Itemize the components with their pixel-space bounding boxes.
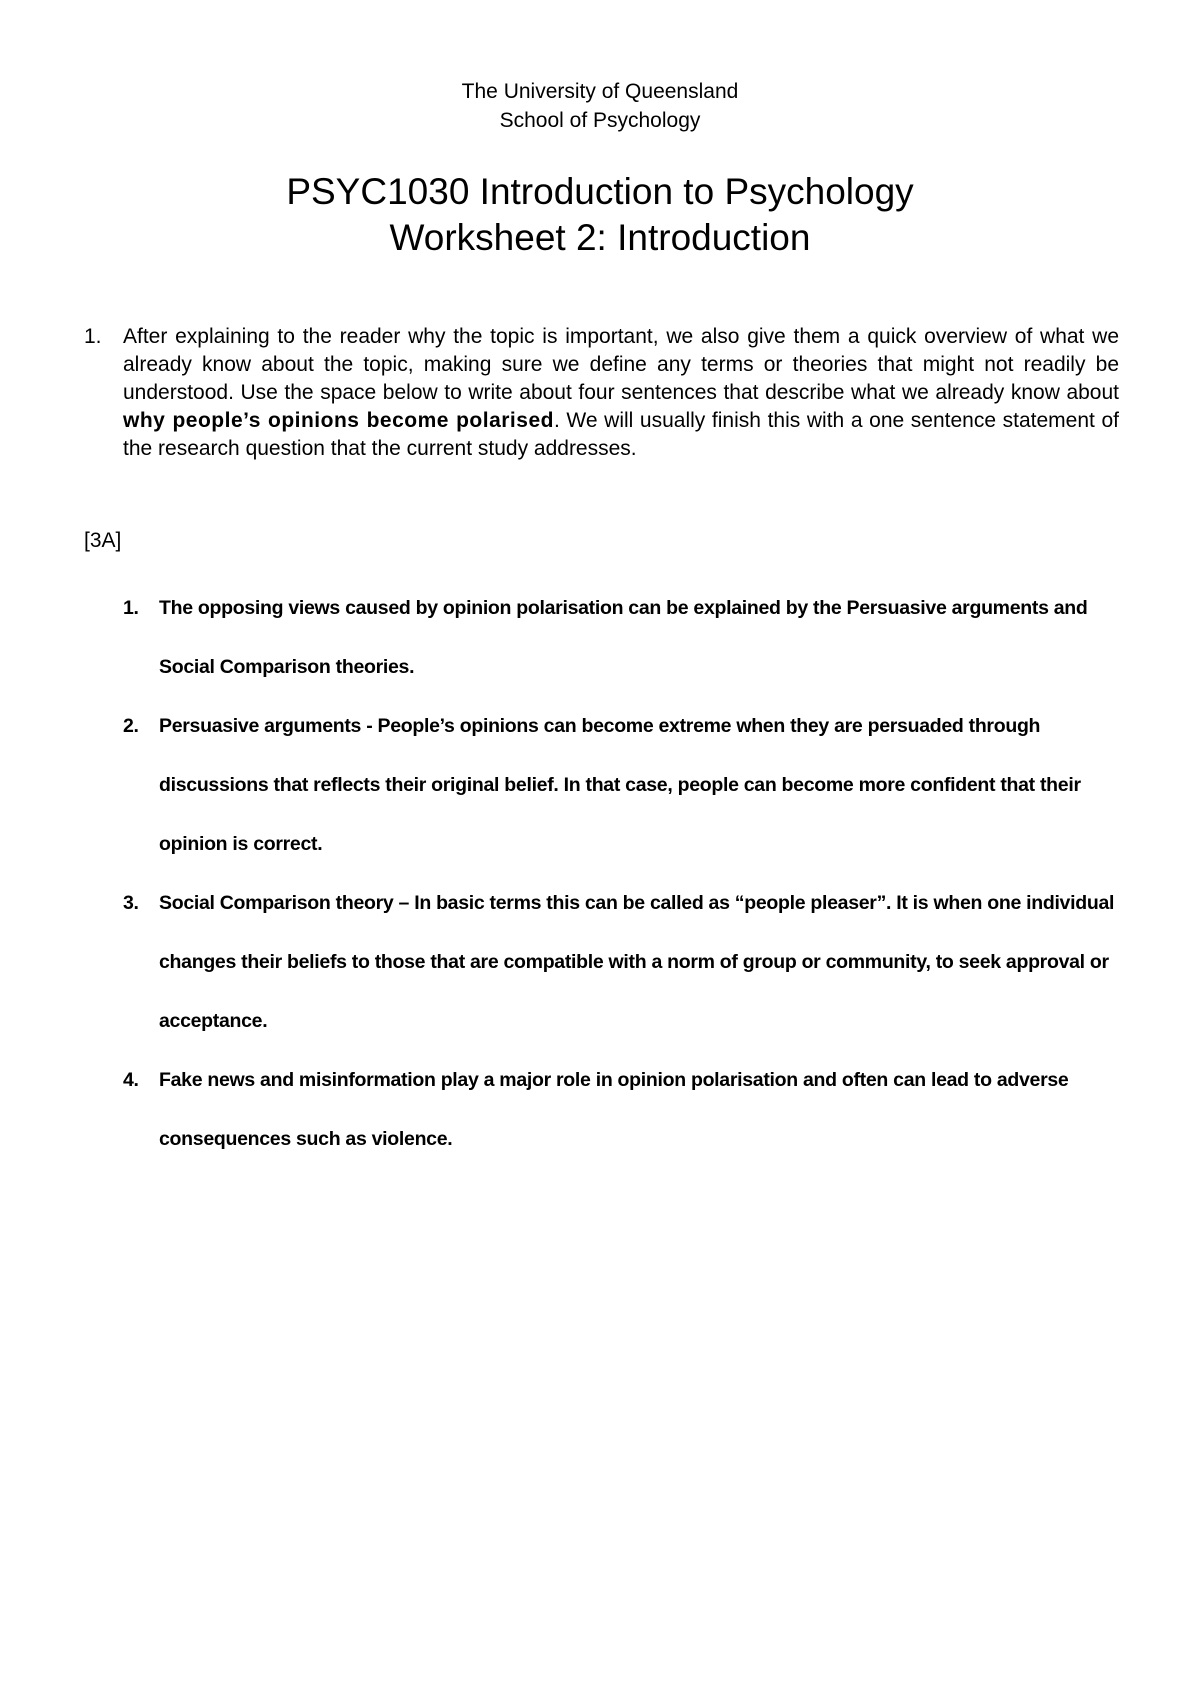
question-text-start: After explaining to the reader why the topic is important, we also give them a quick overview of what we already know about the topic, making sure we define any terms or theories that might not readily be understood. Use the space below to write about four sentences that describe what we already know about — [123, 325, 1119, 404]
school-name: School of Psychology — [499, 109, 701, 132]
answer-item — [123, 1051, 1133, 1169]
answer-number: 4. — [123, 1069, 139, 1091]
answer-list — [123, 579, 1133, 1169]
answer-number: 1. — [123, 597, 139, 619]
university-name: The University of Queensland — [461, 80, 739, 103]
answer-text: Fake news and misinformation play a major role in opinion polarisation and often can lead to adverse consequences such as violence. — [159, 1069, 1069, 1150]
answer-code: [3A] — [84, 529, 122, 552]
answer-text: Social Comparison theory – In basic terms this can be called as “people pleaser”. It is when one individual changes their beliefs to those that are compatible with a norm of group or community, to seek approval or acceptance. — [159, 892, 1115, 1032]
answer-number: 2. — [123, 715, 139, 737]
worksheet-title: Worksheet 2: Introduction — [389, 217, 811, 258]
answer-item — [123, 579, 1133, 697]
answer-item — [123, 874, 1133, 1051]
answer-item — [123, 697, 1133, 874]
course-title: PSYC1030 Introduction to Psychology — [286, 171, 914, 212]
answer-text: The opposing views caused by opinion polarisation can be explained by the Persuasive arguments and Social Comparison theories. — [159, 597, 1088, 678]
answer-number: 3. — [123, 892, 139, 914]
answer-text: Persuasive arguments - People’s opinions can become extreme when they are persuaded through discussions that reflects their original belief. In that case, people can become more confident that their opinion is correct. — [159, 715, 1081, 855]
question-1 — [84, 323, 1119, 463]
question-text-end: . We will usually finish this with a one sentence statement of the research question that the current study addresses. — [123, 409, 1119, 460]
question-number: 1. — [84, 325, 102, 348]
question-emphasis: why people’s opinions become polarised — [123, 409, 554, 432]
question-text — [123, 323, 1119, 463]
